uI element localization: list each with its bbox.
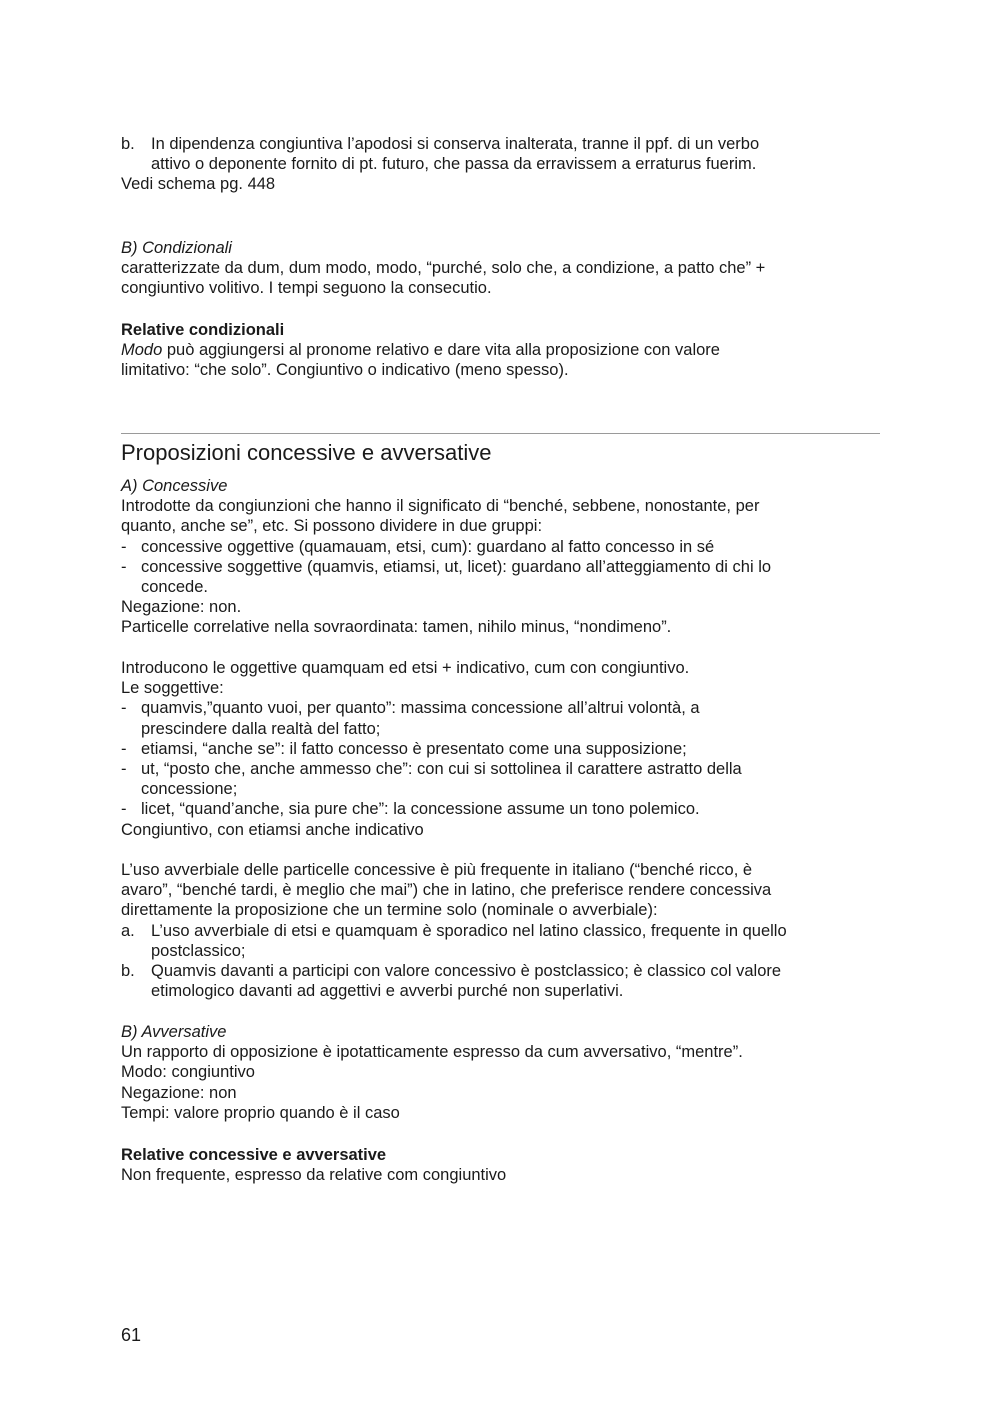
list-marker: b. bbox=[121, 962, 135, 981]
relative-condizionali-heading: Relative condizionali bbox=[121, 321, 285, 339]
paragraph-line: direttamente la proposizione che un termine solo (nominale o avverbiale): bbox=[121, 901, 658, 920]
dash-marker: - bbox=[121, 699, 127, 718]
list-item-text: concessive soggettive (quamvis, etiamsi, ut, licet): guardano all’atteggiamento di chi lo bbox=[141, 557, 772, 576]
modo-line: Modo: congiuntivo bbox=[121, 1063, 255, 1082]
top-list bbox=[121, 134, 759, 195]
oggettive-section bbox=[121, 658, 742, 840]
list-item-continuation bbox=[121, 779, 742, 799]
paragraph-line: Congiuntivo, con etiamsi anche indicativo bbox=[121, 820, 424, 839]
section-title: Proposizioni concessive e avversative bbox=[121, 440, 492, 465]
dash-marker: - bbox=[121, 760, 127, 779]
list-item-text: etiamsi, “anche se”: il fatto concesso è presentato come una supposizione; bbox=[141, 739, 687, 758]
list-item-text: etimologico davanti ad aggettivi e avverbi purché non superlativi. bbox=[151, 982, 624, 1001]
list-item-text: ut, “posto che, anche ammesso che”: con cui si sottolinea il carattere astratto della bbox=[141, 760, 742, 779]
paragraph-line: Le soggettive: bbox=[121, 679, 224, 698]
paragraph-line: congiuntivo volitivo. I tempi seguono la consecutio. bbox=[121, 279, 492, 298]
uso-avverbiale-section bbox=[121, 860, 787, 1001]
list-marker: b. bbox=[121, 135, 135, 153]
list-marker: a. bbox=[121, 921, 135, 940]
paragraph-line: Introdotte da congiunzioni che hanno il significato di “benché, sebbene, nonostante, per bbox=[121, 497, 760, 516]
list-item bbox=[121, 759, 742, 779]
list-item-b bbox=[121, 134, 759, 154]
particelle-line: Particelle correlative nella sovraordinata: tamen, nihilo minus, “nondimeno”. bbox=[121, 618, 672, 637]
schema-reference: Vedi schema pg. 448 bbox=[121, 175, 276, 194]
page-number: 61 bbox=[121, 1325, 142, 1345]
avversative-heading: B) Avversative bbox=[121, 1023, 227, 1041]
list-item-text: concede. bbox=[141, 578, 208, 597]
list-item-text: postclassico; bbox=[151, 941, 246, 960]
condizionali-section bbox=[121, 238, 765, 299]
tempi-line: Tempi: valore proprio quando è il caso bbox=[121, 1103, 400, 1122]
list-item bbox=[121, 537, 771, 557]
list-item-a bbox=[121, 921, 787, 941]
dash-marker: - bbox=[121, 557, 127, 576]
paragraph-line: quanto, anche se”, etc. Si possono dividere in due gruppi: bbox=[121, 517, 543, 536]
paragraph-line: caratterizzate da dum, dum modo, modo, “purché, solo che, a condizione, a patto che” + bbox=[121, 259, 766, 278]
paragraph-line bbox=[121, 340, 720, 360]
list-item-text: attivo o deponente fornito di pt. futuro, che passa da erravissem a erraturus fuerim. bbox=[151, 155, 757, 174]
condizionali-heading: B) Condizionali bbox=[121, 239, 232, 257]
list-item-text: licet, “quand’anche, sia pure che”: la concessione assume un tono polemico. bbox=[141, 800, 700, 819]
list-item-b-continuation bbox=[121, 154, 759, 174]
paragraph-line: Introducono le oggettive quamquam ed etsi + indicativo, cum con congiuntivo. bbox=[121, 659, 690, 677]
list-item bbox=[121, 557, 771, 577]
list-item-b bbox=[121, 961, 787, 981]
list-item-a-continuation bbox=[121, 941, 787, 961]
list-item-b-continuation bbox=[121, 981, 787, 1001]
relative-concessive-heading: Relative concessive e avversative bbox=[121, 1146, 387, 1164]
list-item-text: L’uso avverbiale di etsi e quamquam è sporadico nel latino classico, frequente in quello bbox=[151, 921, 787, 940]
relative-condizionali-section bbox=[121, 320, 720, 381]
list-item-text: In dipendenza congiuntiva l’apodosi si conserva inalterata, tranne il ppf. di un verbo bbox=[151, 135, 760, 153]
paragraph-line: avaro”, “benché tardi, è meglio che mai”) che in latino, che preferisce rendere concessiva bbox=[121, 881, 772, 900]
list-item-text: concessione; bbox=[141, 780, 238, 799]
concessive-heading: A) Concessive bbox=[121, 477, 228, 495]
paragraph-text: può aggiungersi al pronome relativo e dare vita alla proposizione con valore bbox=[162, 341, 720, 360]
concessive-section bbox=[121, 476, 771, 638]
negazione-line: Negazione: non bbox=[121, 1083, 237, 1102]
dash-marker: - bbox=[121, 537, 127, 556]
list-item-continuation bbox=[121, 719, 742, 739]
list-item-text: Quamvis davanti a participi con valore concessivo è postclassico; è classico col valore bbox=[151, 962, 782, 981]
relative-concessive-section bbox=[121, 1145, 506, 1185]
paragraph-line: L’uso avverbiale delle particelle concessive è più frequente in italiano (“benché ricco, è bbox=[121, 861, 753, 879]
list-item bbox=[121, 698, 742, 718]
section-divider bbox=[121, 433, 880, 434]
list-item bbox=[121, 739, 742, 759]
list-item-text: concessive oggettive (quamauam, etsi, cum): guardano al fatto concesso in sé bbox=[141, 537, 715, 556]
paragraph-line: Un rapporto di opposizione è ipotatticamente espresso da cum avversativo, “mentre”. bbox=[121, 1043, 743, 1062]
emphasis-term: Modo bbox=[121, 341, 163, 360]
avversative-section bbox=[121, 1022, 743, 1123]
list-item-text: quamvis,”quanto vuoi, per quanto”: massima concessione all’altrui volontà, a bbox=[141, 699, 700, 718]
list-item bbox=[121, 799, 742, 819]
dash-marker: - bbox=[121, 739, 127, 758]
dash-marker: - bbox=[121, 800, 127, 819]
negazione-line: Negazione: non. bbox=[121, 598, 242, 617]
list-item-continuation bbox=[121, 577, 771, 597]
paragraph-line: limitativo: “che solo”. Congiuntivo o indicativo (meno spesso). bbox=[121, 361, 569, 380]
paragraph-line: Non frequente, espresso da relative com congiuntivo bbox=[121, 1166, 507, 1185]
list-item-text: prescindere dalla realtà del fatto; bbox=[141, 719, 381, 738]
